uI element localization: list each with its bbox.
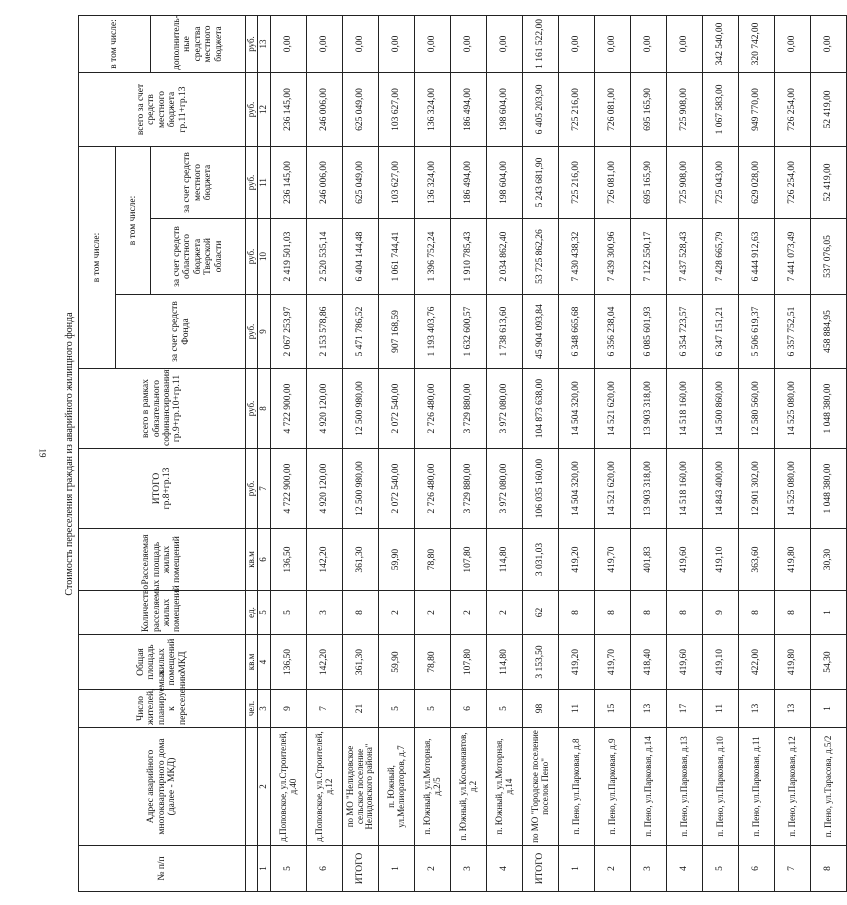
header-incl-2: в том числе:	[116, 146, 151, 294]
unit-cell: руб.	[246, 219, 258, 295]
table-cell: 14 521 620,00	[595, 369, 631, 449]
table-cell: 62	[523, 591, 559, 635]
table-cell: 419,20	[559, 529, 595, 591]
table-cell: 186 494,00	[451, 146, 487, 218]
table-cell: 5	[703, 846, 739, 892]
table-cell: 2 726 480,00	[415, 449, 451, 529]
unit-cell: руб.	[246, 369, 258, 449]
table-cell: 4 920 120,00	[307, 449, 343, 529]
table-cell: п. Южный, ул.Мелиораторов, д.7	[379, 728, 415, 846]
table-cell: 8	[631, 591, 667, 635]
table-cell: 2	[379, 591, 415, 635]
table-cell: 9	[703, 591, 739, 635]
table-cell: 8	[775, 591, 811, 635]
table-cell: 8	[559, 591, 595, 635]
table-cell: 7 437 528,43	[667, 219, 703, 295]
table-cell: п. Южный, ул.Моторная, д.14	[487, 728, 523, 846]
column-number-cell: 12	[258, 72, 271, 146]
column-number-cell: 4	[258, 635, 271, 690]
table-cell: 246 006,00	[307, 146, 343, 218]
table-cell: 418,40	[631, 635, 667, 690]
table-cell: 949 770,00	[739, 72, 775, 146]
table-cell: 7 428 665,79	[703, 219, 739, 295]
table-header	[79, 15, 271, 891]
table-cell: п. Пено, ул.Парковая, д.8	[559, 728, 595, 846]
table-cell: 114,80	[487, 635, 523, 690]
table-cell: 625 049,00	[343, 72, 379, 146]
table-row	[379, 15, 415, 891]
table-row	[415, 15, 451, 891]
table-cell: 104 873 638,00	[523, 369, 559, 449]
table-cell: 1 161 522,00	[523, 15, 559, 72]
table-cell: 6	[451, 690, 487, 728]
table-cell: 13	[739, 690, 775, 728]
header-local-total: всего за счет средств местного бюджета гр.11+гр.13	[79, 72, 246, 146]
table-cell: 14 521 620,00	[595, 449, 631, 529]
table-cell: 726 254,00	[775, 146, 811, 218]
table-cell: 186 494,00	[451, 72, 487, 146]
table-cell: 0,00	[379, 15, 415, 72]
table-cell: 725 908,00	[667, 72, 703, 146]
table-cell: 5	[271, 591, 307, 635]
table-cell: 361,30	[343, 529, 379, 591]
header-incl-1: в том числе:	[79, 146, 116, 368]
header-area-resettled: Расселяемая площадь жилых помещений	[79, 529, 246, 591]
units-row	[246, 15, 258, 891]
table-cell: 725 908,00	[667, 146, 703, 218]
table-cell: 0,00	[451, 15, 487, 72]
table-cell: 0,00	[415, 15, 451, 72]
unit-cell: чел.	[246, 690, 258, 728]
table-cell: 8	[667, 591, 703, 635]
table-cell: п. Пено, ул.Парковая, д.14	[631, 728, 667, 846]
table-row	[739, 15, 775, 891]
table-row	[667, 15, 703, 891]
table-cell: 6	[307, 846, 343, 892]
table-cell: 1	[379, 846, 415, 892]
table-cell: 6 405 203,90	[523, 72, 559, 146]
table-cell: 3 972 080,00	[487, 449, 523, 529]
column-numbers-row	[258, 15, 271, 891]
table-cell: 1 067 583,00	[703, 72, 739, 146]
table-row	[811, 15, 847, 891]
table-cell: 0,00	[487, 15, 523, 72]
table-cell: по МО "Нелидовское сельское поселение Нелидовского района"	[343, 728, 379, 846]
unit-cell: ед.	[246, 591, 258, 635]
table-cell: 4 920 120,00	[307, 369, 343, 449]
table-cell: 136 324,00	[415, 146, 451, 218]
resettlement-cost-table	[78, 15, 847, 892]
table-cell: 236 145,00	[271, 72, 307, 146]
table-cell: 198 604,00	[487, 146, 523, 218]
table-cell: 59,90	[379, 635, 415, 690]
table-cell: 6 354 723,57	[667, 295, 703, 369]
header-area-total: Общая площадь жилых помещений МКД	[79, 635, 246, 690]
column-number-cell: 1	[258, 846, 271, 892]
table-cell: 401,83	[631, 529, 667, 591]
table-cell: 12 500 980,00	[343, 449, 379, 529]
table-cell: 1 061 744,41	[379, 219, 415, 295]
table-row	[271, 15, 307, 891]
table-cell: 419,80	[775, 529, 811, 591]
table-cell: 419,60	[667, 635, 703, 690]
table-cell: 6	[739, 846, 775, 892]
header-fund: за счет средств Фонда	[116, 295, 246, 369]
table-cell: 625 049,00	[343, 146, 379, 218]
table-cell: 136,50	[271, 529, 307, 591]
table-cell: 52 419,00	[811, 146, 847, 218]
table-cell: 11	[703, 690, 739, 728]
table-row	[343, 15, 379, 891]
table-row	[487, 15, 523, 891]
column-number-cell: 3	[258, 690, 271, 728]
table-cell: 725 216,00	[559, 146, 595, 218]
column-number-cell: 7	[258, 449, 271, 529]
unit-cell	[246, 728, 258, 846]
table-row	[703, 15, 739, 891]
table-cell: 1 910 785,43	[451, 219, 487, 295]
table-cell: 6 085 601,93	[631, 295, 667, 369]
table-cell: 2 072 540,00	[379, 449, 415, 529]
table-row	[595, 15, 631, 891]
table-cell: 419,80	[775, 635, 811, 690]
rotated-table-container	[62, 15, 834, 892]
table-cell: п. Пено, ул.Парковая, д.12	[775, 728, 811, 846]
table-cell: 0,00	[811, 15, 847, 72]
table-cell: 78,80	[415, 635, 451, 690]
table-cell: 2	[415, 846, 451, 892]
table-cell: 0,00	[271, 15, 307, 72]
table-cell: 361,30	[343, 635, 379, 690]
table-cell: 419,10	[703, 529, 739, 591]
table-cell: 14 504 320,00	[559, 369, 595, 449]
table-cell: 3 153,50	[523, 635, 559, 690]
table-cell: 14 518 160,00	[667, 369, 703, 449]
table-cell: 8	[811, 846, 847, 892]
table-cell: 726 254,00	[775, 72, 811, 146]
unit-cell: руб.	[246, 72, 258, 146]
table-cell: 142,20	[307, 529, 343, 591]
header-total: ИТОГО гр.8+гр.13	[79, 449, 246, 529]
page-number: 19	[37, 448, 48, 458]
table-cell: 114,80	[487, 529, 523, 591]
table-cell: 3	[631, 846, 667, 892]
table-cell: 2 726 480,00	[415, 369, 451, 449]
table-cell: 9	[271, 690, 307, 728]
table-row	[451, 15, 487, 891]
table-cell: п. Южный, ул.Моторная, д.2/5	[415, 728, 451, 846]
header-rooms-count: Количество расселяемых жилых помещений	[79, 591, 246, 635]
table-cell: 5	[487, 690, 523, 728]
table-cell: 59,90	[379, 529, 415, 591]
table-cell: 3	[451, 846, 487, 892]
table-cell: ИТОГО	[523, 846, 559, 892]
table-cell: 54,30	[811, 635, 847, 690]
table-cell: 98	[523, 690, 559, 728]
table-cell: 4 722 900,00	[271, 369, 307, 449]
column-number-cell: 2	[258, 728, 271, 846]
table-cell: 629 028,00	[739, 146, 775, 218]
table-cell: 419,70	[595, 635, 631, 690]
table-cell: 14 525 080,00	[775, 449, 811, 529]
table-cell: 0,00	[631, 15, 667, 72]
unit-cell: руб.	[246, 295, 258, 369]
table-cell: 136 324,00	[415, 72, 451, 146]
table-cell: 3 729 880,00	[451, 449, 487, 529]
table-cell: 2 072 540,00	[379, 369, 415, 449]
table-cell: 4 722 900,00	[271, 449, 307, 529]
header-additional: дополнитель-ные средства местного бюджета	[151, 15, 246, 72]
table-cell: 0,00	[307, 15, 343, 72]
unit-cell: кв.м	[246, 529, 258, 591]
table-cell: 2 153 578,86	[307, 295, 343, 369]
table-cell: п. Пено, ул.Парковая, д.10	[703, 728, 739, 846]
header-num: № п/п	[79, 846, 246, 892]
table-cell: 142,20	[307, 635, 343, 690]
unit-cell: руб.	[246, 15, 258, 72]
table-cell: 2 520 535,14	[307, 219, 343, 295]
header-region: за счет средств областного бюджета Тверской области	[151, 219, 246, 295]
header-residents: Число жителей, планируемых к переселению	[79, 690, 246, 728]
column-number-cell: 9	[258, 295, 271, 369]
table-cell: 53 725 862,26	[523, 219, 559, 295]
table-title: Стоимость переселения граждан из аварийного жилищного фонда	[64, 312, 75, 596]
table-cell: 2	[415, 591, 451, 635]
column-number-cell: 5	[258, 591, 271, 635]
table-cell: 5 471 786,52	[343, 295, 379, 369]
table-body	[271, 15, 847, 891]
table-cell: 30,30	[811, 529, 847, 591]
table-cell: 103 627,00	[379, 72, 415, 146]
table-cell: 1 396 752,24	[415, 219, 451, 295]
table-cell: 2 067 253,97	[271, 295, 307, 369]
column-number-cell: 10	[258, 219, 271, 295]
table-cell: 419,60	[667, 529, 703, 591]
table-cell: 6 348 665,68	[559, 295, 595, 369]
table-row	[775, 15, 811, 891]
column-number-cell: 8	[258, 369, 271, 449]
table-cell: 726 081,00	[595, 72, 631, 146]
table-cell: 1 048 380,00	[811, 369, 847, 449]
table-row	[559, 15, 595, 891]
table-cell: 14 500 860,00	[703, 369, 739, 449]
table-cell: 6 444 912,63	[739, 219, 775, 295]
table-cell: 11	[559, 690, 595, 728]
table-cell: 14 518 160,00	[667, 449, 703, 529]
table-cell: 419,20	[559, 635, 595, 690]
table-cell: 2 034 862,40	[487, 219, 523, 295]
table-cell: 106 035 160,00	[523, 449, 559, 529]
table-cell: 246 006,00	[307, 72, 343, 146]
header-mandatory: всего в рамках обязательного софинансирования гр.9+гр.10+гр.11	[79, 369, 246, 449]
table-cell: 107,80	[451, 529, 487, 591]
table-cell: 6 347 151,21	[703, 295, 739, 369]
table-cell: 21	[343, 690, 379, 728]
table-cell: 0,00	[559, 15, 595, 72]
table-cell: 8	[343, 591, 379, 635]
table-row	[307, 15, 343, 891]
column-number-cell: 11	[258, 146, 271, 218]
table-cell: 136,50	[271, 635, 307, 690]
table-cell: 1 193 403,76	[415, 295, 451, 369]
table-cell: п. Пено, ул.Тарасова, д.5/2	[811, 728, 847, 846]
table-cell: 0,00	[343, 15, 379, 72]
table-cell: 13 903 318,00	[631, 449, 667, 529]
unit-cell: кв.м	[246, 635, 258, 690]
table-cell: 7 122 550,17	[631, 219, 667, 295]
unit-cell: руб.	[246, 146, 258, 218]
table-cell: 12 901 302,00	[739, 449, 775, 529]
table-cell: 7	[307, 690, 343, 728]
table-cell: 458 884,95	[811, 295, 847, 369]
table-row	[631, 15, 667, 891]
table-cell: 2	[595, 846, 631, 892]
table-cell: 6 357 752,51	[775, 295, 811, 369]
table-row	[523, 15, 559, 891]
column-number-cell: 13	[258, 15, 271, 72]
table-cell: 5 506 619,37	[739, 295, 775, 369]
table-cell: 1	[811, 690, 847, 728]
table-cell: 419,10	[703, 635, 739, 690]
table-cell: 2	[451, 591, 487, 635]
table-cell: 695 165,90	[631, 72, 667, 146]
table-cell: 5	[379, 690, 415, 728]
table-cell: 4	[667, 846, 703, 892]
table-cell: 725 216,00	[559, 72, 595, 146]
table-cell: 5	[271, 846, 307, 892]
table-cell: 8	[739, 591, 775, 635]
table-cell: 3 031,03	[523, 529, 559, 591]
table-cell: 1 632 600,57	[451, 295, 487, 369]
table-cell: 45 904 093,84	[523, 295, 559, 369]
table-cell: 7	[775, 846, 811, 892]
table-cell: 0,00	[595, 15, 631, 72]
table-cell: п. Пено, ул.Парковая, д.9	[595, 728, 631, 846]
table-cell: 320 742,00	[739, 15, 775, 72]
table-cell: 14 525 080,00	[775, 369, 811, 449]
table-cell: 2 419 501,03	[271, 219, 307, 295]
header-local: за счет средств местного бюджета	[151, 146, 246, 218]
table-cell: 103 627,00	[379, 146, 415, 218]
table-cell: 7 439 300,96	[595, 219, 631, 295]
table-cell: 14 843 400,00	[703, 449, 739, 529]
table-cell: 6 356 238,04	[595, 295, 631, 369]
table-cell: 13 903 318,00	[631, 369, 667, 449]
table-cell: 78,80	[415, 529, 451, 591]
table-cell: 6 404 144,48	[343, 219, 379, 295]
table-cell: 0,00	[667, 15, 703, 72]
table-cell: 13	[775, 690, 811, 728]
header-address: Адрес аварийного многоквартирного дома (далее - МКД)	[79, 728, 246, 846]
table-cell: 52 419,00	[811, 72, 847, 146]
column-number-cell: 6	[258, 529, 271, 591]
table-cell: 7 441 073,49	[775, 219, 811, 295]
header-incl-3: в том числе:	[79, 15, 151, 72]
table-cell: 419,70	[595, 529, 631, 591]
table-cell: 363,60	[739, 529, 775, 591]
table-cell: 422,00	[739, 635, 775, 690]
table-cell: п. Южный, ул.Космонавтов, д.2	[451, 728, 487, 846]
table-cell: 3	[307, 591, 343, 635]
table-cell: 726 081,00	[595, 146, 631, 218]
table-cell: 13	[631, 690, 667, 728]
table-cell: 17	[667, 690, 703, 728]
table-cell: д.Поповское, ул.Строителей, д.12	[307, 728, 343, 846]
table-cell: 3 729 880,00	[451, 369, 487, 449]
table-cell: 8	[595, 591, 631, 635]
table-cell: 1 048 380,00	[811, 449, 847, 529]
table-cell: 537 076,05	[811, 219, 847, 295]
table-cell: п. Пено, ул.Парковая, д.11	[739, 728, 775, 846]
table-cell: 725 043,00	[703, 146, 739, 218]
table-cell: 4	[487, 846, 523, 892]
table-cell: 0,00	[775, 15, 811, 72]
table-cell: 342 540,00	[703, 15, 739, 72]
unit-cell: руб.	[246, 449, 258, 529]
table-cell: 12 500 980,00	[343, 369, 379, 449]
table-cell: ИТОГО	[343, 846, 379, 892]
table-cell: 1	[559, 846, 595, 892]
table-cell: 695 165,90	[631, 146, 667, 218]
table-cell: по МО "Городское поселение поселок Пено"	[523, 728, 559, 846]
table-cell: 14 504 320,00	[559, 449, 595, 529]
table-cell: д.Поповское, ул.Строителей, д.40	[271, 728, 307, 846]
table-cell: 1 738 613,60	[487, 295, 523, 369]
table-cell: 5 243 681,90	[523, 146, 559, 218]
table-cell: 7 430 438,32	[559, 219, 595, 295]
table-cell: 5	[415, 690, 451, 728]
table-cell: п. Пено, ул.Парковая, д.13	[667, 728, 703, 846]
table-cell: 2	[487, 591, 523, 635]
table-cell: 236 145,00	[271, 146, 307, 218]
table-cell: 12 580 560,00	[739, 369, 775, 449]
table-cell: 198 604,00	[487, 72, 523, 146]
table-cell: 107,80	[451, 635, 487, 690]
table-cell: 907 168,59	[379, 295, 415, 369]
table-cell: 1	[811, 591, 847, 635]
table-cell: 15	[595, 690, 631, 728]
unit-cell	[246, 846, 258, 892]
table-cell: 3 972 080,00	[487, 369, 523, 449]
